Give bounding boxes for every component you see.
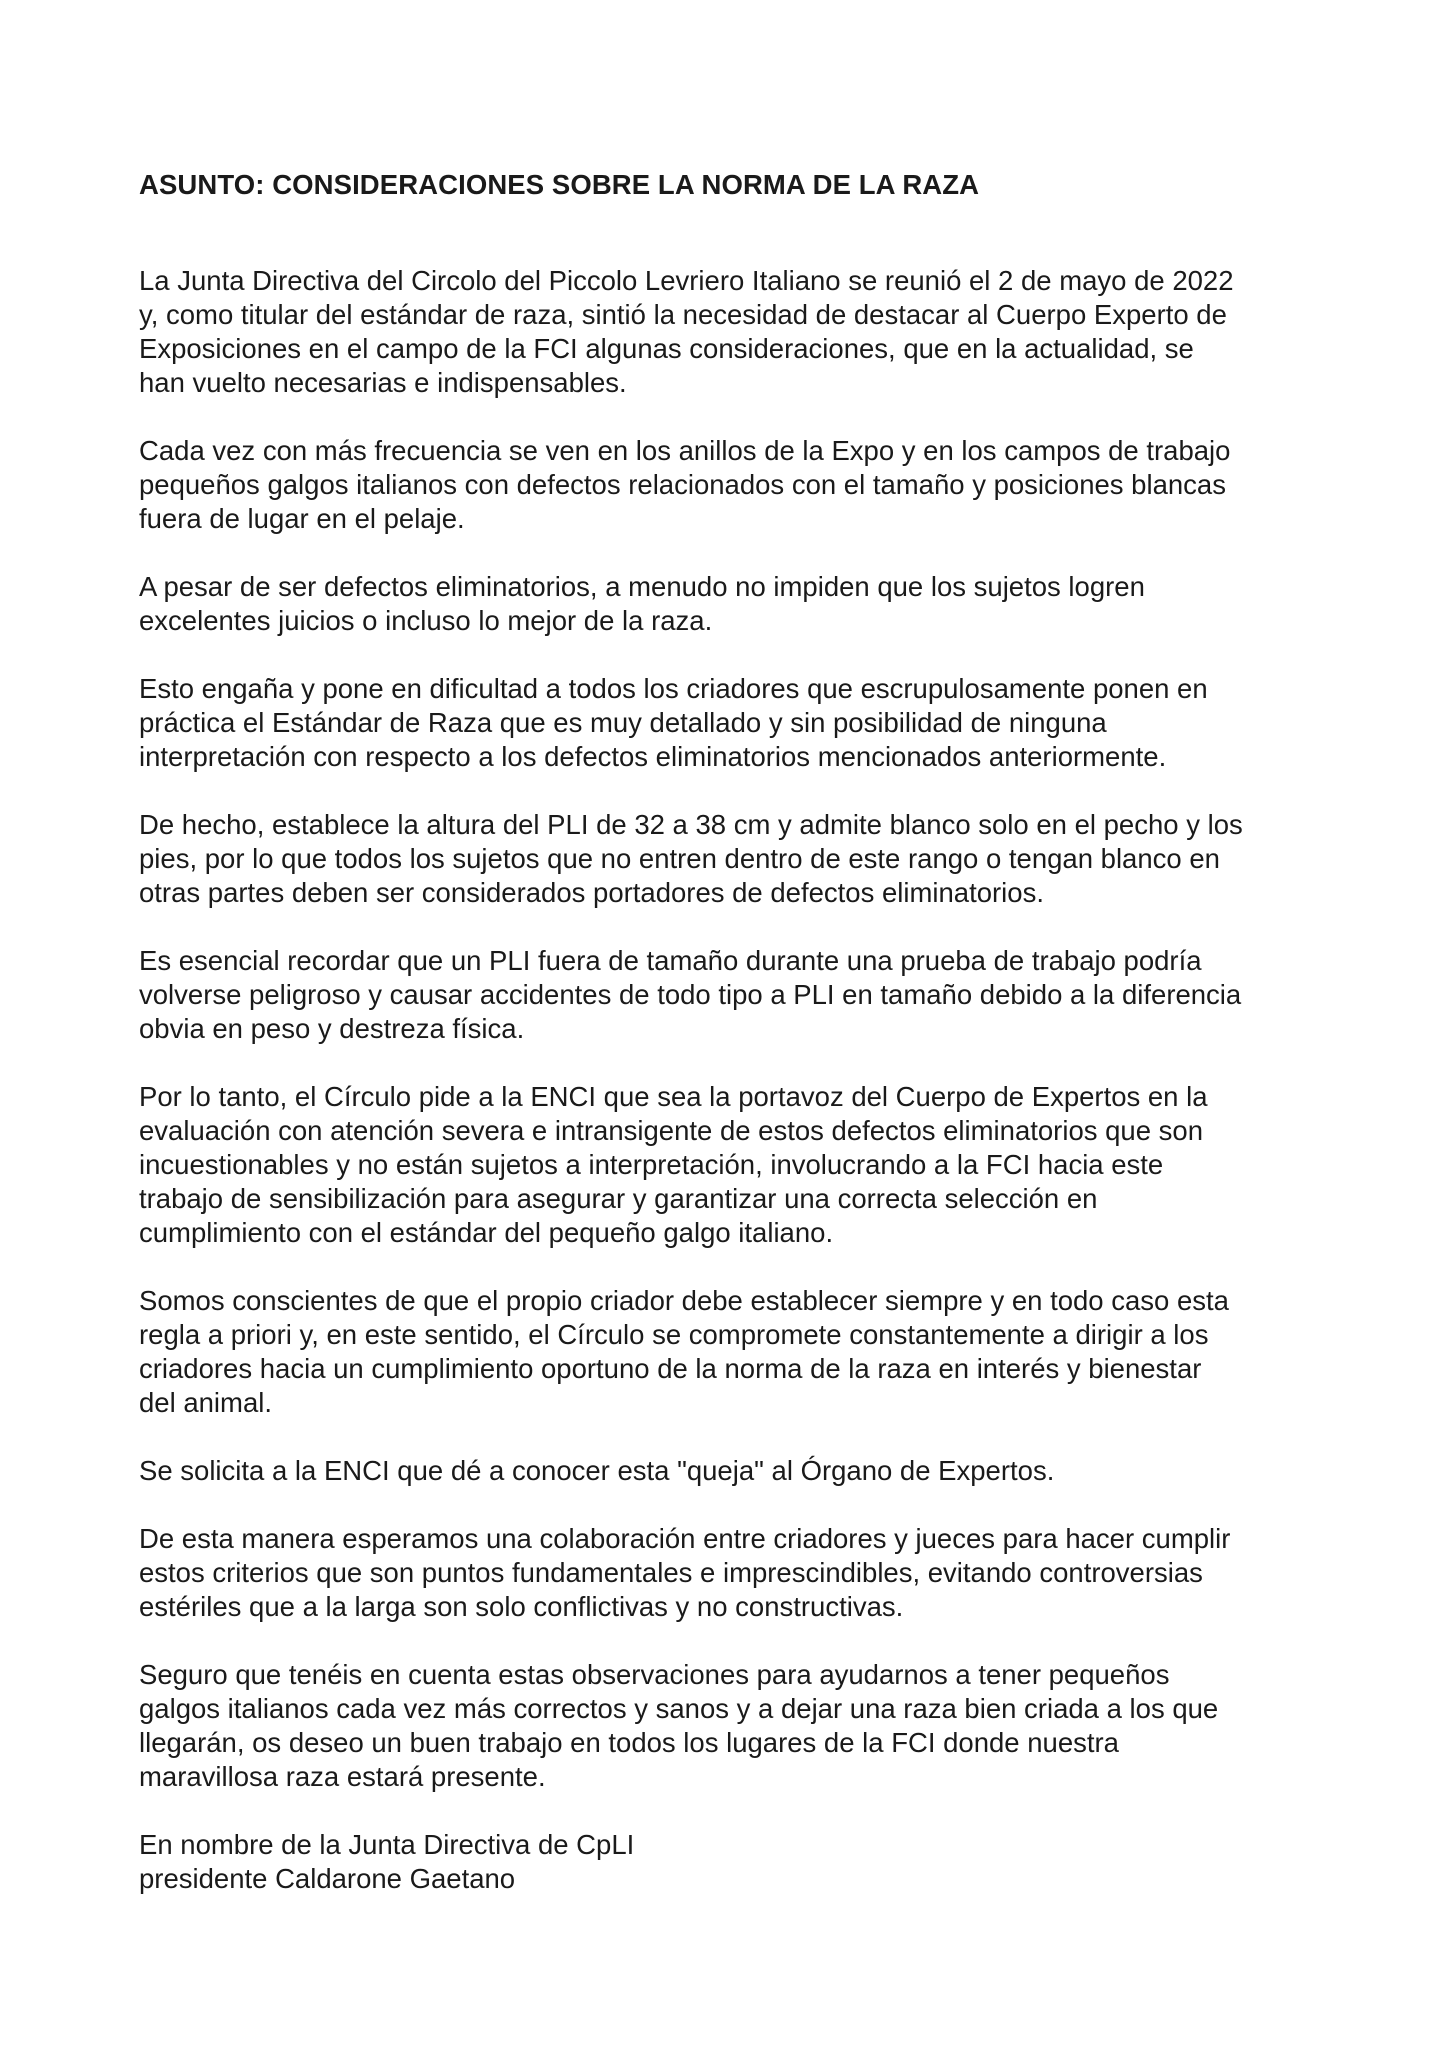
paragraph-line: excelentes juicios o incluso lo mejor de la raza. <box>139 605 713 636</box>
paragraph-line: pies, por lo que todos los sujetos que no entren dentro de este rango o tengan blanco en <box>139 843 1220 874</box>
paragraph-line: llegarán, os deseo un buen trabajo en todos los lugares de la FCI donde nuestra <box>139 1727 1119 1758</box>
paragraph-line: fuera de lugar en el pelaje. <box>139 503 465 534</box>
paragraph-line: otras partes deben ser considerados portadores de defectos eliminatorios. <box>139 877 1044 908</box>
paragraph-line: galgos italianos cada vez más correctos y sanos y a dejar una raza bien criada a los que <box>139 1693 1219 1724</box>
paragraph-line: y, como titular del estándar de raza, sintió la necesidad de destacar al Cuerpo Experto de <box>139 299 1227 330</box>
paragraph-line: trabajo de sensibilización para asegurar y garantizar una correcta selección en <box>139 1183 1098 1214</box>
paragraph-line: incuestionables y no están sujetos a interpretación, involucrando a la FCI hacia este <box>139 1149 1164 1180</box>
paragraph-line: Exposiciones en el campo de la FCI algunas consideraciones, que en la actualidad, se <box>139 333 1194 364</box>
signature-line-organization: En nombre de la Junta Directiva de CpLI <box>139 1829 635 1860</box>
paragraph-3 <box>139 570 1329 638</box>
paragraph-line: Seguro que tenéis en cuenta estas observaciones para ayudarnos a tener pequeños <box>139 1659 1170 1690</box>
paragraph-1 <box>139 264 1329 400</box>
paragraph-line: Esto engaña y pone en dificultad a todos los criadores que escrupulosamente ponen en <box>139 673 1208 704</box>
paragraph-line: del animal. <box>139 1387 272 1418</box>
paragraph-line: regla a priori y, en este sentido, el Círculo se compromete constantemente a dirigir a los <box>139 1319 1209 1350</box>
signature-line-name: presidente Caldarone Gaetano <box>139 1863 516 1894</box>
paragraph-10 <box>139 1522 1329 1624</box>
paragraph-6 <box>139 944 1329 1046</box>
paragraph-line: Es esencial recordar que un PLI fuera de tamaño durante una prueba de trabajo podría <box>139 945 1202 976</box>
document-subject: ASUNTO: CONSIDERACIONES SOBRE LA NORMA DE LA RAZA <box>139 169 980 200</box>
paragraph-line: pequeños galgos italianos con defectos relacionados con el tamaño y posiciones blancas <box>139 469 1226 500</box>
paragraph-line: interpretación con respecto a los defectos eliminatorios mencionados anteriormente. <box>139 741 1167 772</box>
paragraph-9 <box>139 1454 1329 1488</box>
paragraph-line: estériles que a la larga son solo conflictivas y no constructivas. <box>139 1591 904 1622</box>
paragraph-line: maravillosa raza estará presente. <box>139 1761 546 1792</box>
paragraph-line: volverse peligroso y causar accidentes de todo tipo a PLI en tamaño debido a la diferencia <box>139 979 1242 1010</box>
paragraph-line: evaluación con atención severa e intransigente de estos defectos eliminatorios que son <box>139 1115 1204 1146</box>
paragraph-line: obvia en peso y destreza física. <box>139 1013 525 1044</box>
paragraph-11 <box>139 1658 1329 1794</box>
document-page <box>139 168 1329 1896</box>
paragraph-line: Cada vez con más frecuencia se ven en los anillos de la Expo y en los campos de trabajo <box>139 435 1231 466</box>
paragraph-line: han vuelto necesarias e indispensables. <box>139 367 627 398</box>
paragraph-line: A pesar de ser defectos eliminatorios, a menudo no impiden que los sujetos logren <box>139 571 1145 602</box>
paragraph-line: criadores hacia un cumplimiento oportuno de la norma de la raza en interés y bienestar <box>139 1353 1202 1384</box>
paragraph-line: estos criterios que son puntos fundamentales e imprescindibles, evitando controversias <box>139 1557 1203 1588</box>
paragraph-5 <box>139 808 1329 910</box>
paragraph-line: Se solicita a la ENCI que dé a conocer esta "queja" al Órgano de Expertos. <box>139 1455 1055 1486</box>
paragraph-line: De esta manera esperamos una colaboración entre criadores y jueces para hacer cumplir <box>139 1523 1231 1554</box>
paragraph-4 <box>139 672 1329 774</box>
paragraph-line: Somos conscientes de que el propio criador debe establecer siempre y en todo caso esta <box>139 1285 1229 1316</box>
paragraph-line: De hecho, establece la altura del PLI de 32 a 38 cm y admite blanco solo en el pecho y los <box>139 809 1243 840</box>
paragraph-line: práctica el Estándar de Raza que es muy detallado y sin posibilidad de ninguna <box>139 707 1107 738</box>
signature-block <box>139 1828 1329 1896</box>
paragraph-8 <box>139 1284 1329 1420</box>
paragraph-line: Por lo tanto, el Círculo pide a la ENCI que sea la portavoz del Cuerpo de Expertos en la <box>139 1081 1208 1112</box>
paragraph-line: cumplimiento con el estándar del pequeño galgo italiano. <box>139 1217 834 1248</box>
paragraph-2 <box>139 434 1329 536</box>
paragraph-line: La Junta Directiva del Circolo del Piccolo Levriero Italiano se reunió el 2 de mayo de 2022 <box>139 265 1234 296</box>
paragraph-7 <box>139 1080 1329 1250</box>
